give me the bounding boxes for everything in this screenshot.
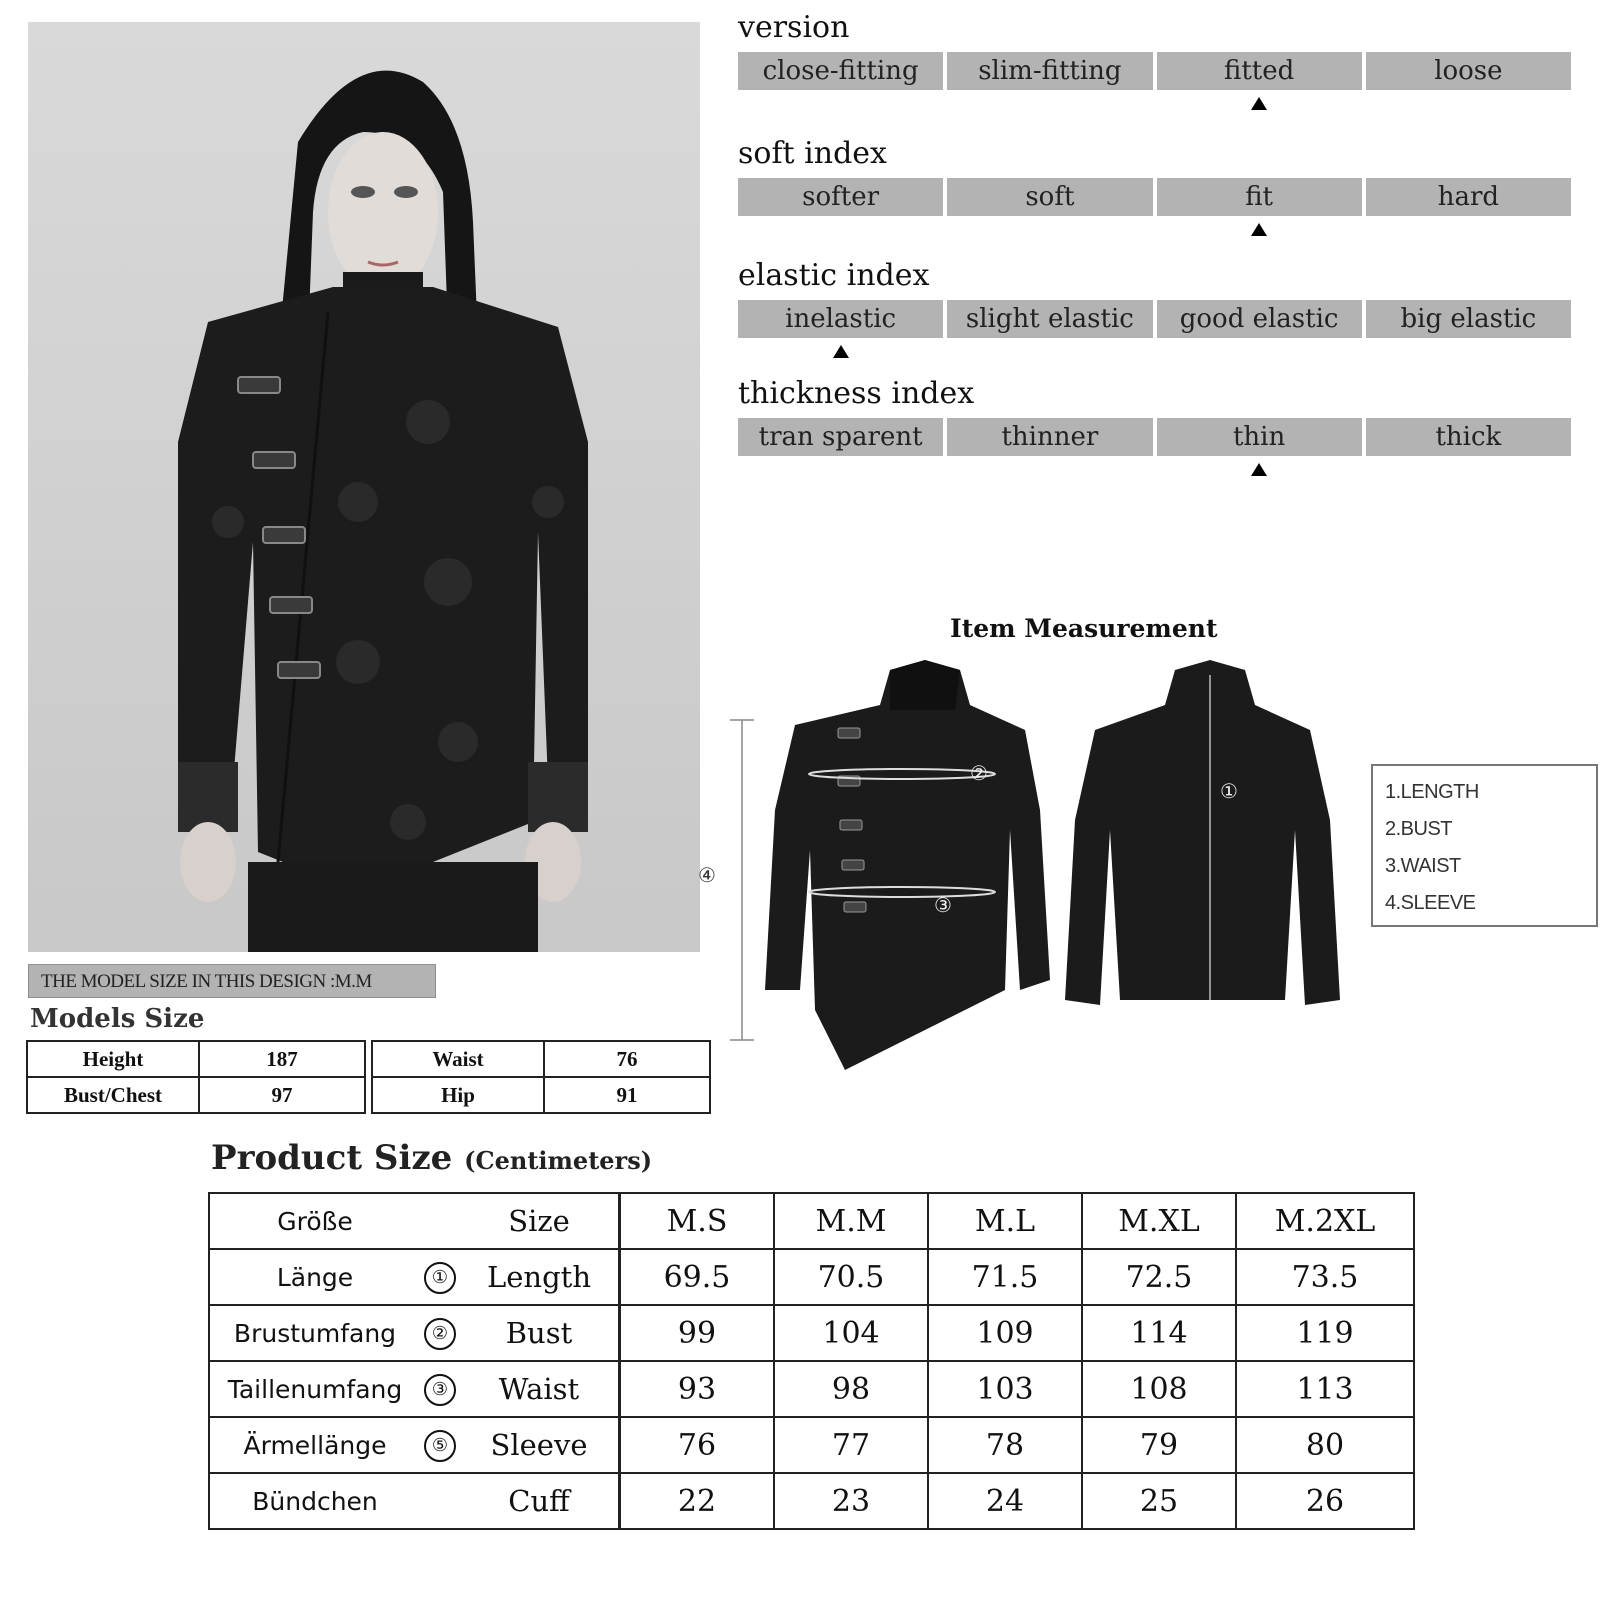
scale-option: slight elastic — [947, 300, 1152, 338]
table-cell: 70.5 — [774, 1249, 928, 1305]
table-cell: 76 — [620, 1417, 775, 1473]
table-cell: 108 — [1082, 1361, 1236, 1417]
scale-option-selected: fit — [1157, 178, 1362, 216]
table-cell: 26 — [1236, 1473, 1414, 1529]
legend-item: 3.WAIST — [1385, 855, 1461, 877]
legend-item: 2.BUST — [1385, 818, 1453, 840]
scale-option-selected: inelastic — [738, 300, 943, 338]
row-number: ③ — [420, 1361, 460, 1417]
scale-option: good elastic — [1157, 300, 1362, 338]
table-cell: 113 — [1236, 1361, 1414, 1417]
scale-option: thick — [1366, 418, 1571, 456]
row-label-en: Sleeve — [460, 1417, 620, 1473]
legend-item: 4.SLEEVE — [1385, 892, 1476, 914]
selected-marker-icon — [833, 345, 849, 358]
model-height-value: 187 — [199, 1041, 365, 1077]
row-label-en: Cuff — [460, 1473, 620, 1529]
table-header-row — [209, 1193, 1414, 1249]
header-size: M.M — [774, 1193, 928, 1249]
table-row — [209, 1305, 1414, 1361]
table-cell: 80 — [1236, 1417, 1414, 1473]
sleeve-marker: ④ — [698, 863, 716, 887]
scale-option-selected: thin — [1157, 418, 1362, 456]
table-cell: 103 — [928, 1361, 1082, 1417]
row-label-de: Ärmellänge — [209, 1417, 420, 1473]
table-cell: 23 — [774, 1473, 928, 1529]
scale-option: softer — [738, 178, 943, 216]
item-measurement-diagram — [698, 650, 1380, 1070]
elastic-index-title: elastic index — [738, 258, 930, 293]
selected-marker-icon — [1251, 97, 1267, 110]
row-label-de: Länge — [209, 1249, 420, 1305]
waist-marker: ③ — [934, 893, 952, 917]
table-row — [372, 1077, 710, 1113]
table-cell: 22 — [620, 1473, 775, 1529]
header-size: M.L — [928, 1193, 1082, 1249]
table-cell: 99 — [620, 1305, 775, 1361]
thickness-index-scale — [738, 418, 1571, 456]
scale-option: soft — [947, 178, 1152, 216]
scale-option: hard — [1366, 178, 1571, 216]
table-cell: 109 — [928, 1305, 1082, 1361]
header-en: Size — [460, 1193, 620, 1249]
version-title: version — [738, 10, 850, 45]
model-photo — [28, 22, 700, 952]
scale-option: loose — [1366, 52, 1571, 90]
product-size-unit: (Centimeters) — [464, 1146, 653, 1175]
model-bust-value: 97 — [199, 1077, 365, 1113]
models-size-title: Models Size — [30, 1004, 205, 1034]
model-hip-label: Hip — [372, 1077, 544, 1113]
row-number: ⑤ — [420, 1417, 460, 1473]
selected-marker-icon — [1251, 223, 1267, 236]
model-bust-label: Bust/Chest — [27, 1077, 199, 1113]
table-cell: 77 — [774, 1417, 928, 1473]
table-row — [209, 1361, 1414, 1417]
soft-index-title: soft index — [738, 136, 887, 171]
header-size: M.2XL — [1236, 1193, 1414, 1249]
scale-option: big elastic — [1366, 300, 1571, 338]
table-cell: 25 — [1082, 1473, 1236, 1529]
table-cell: 78 — [928, 1417, 1082, 1473]
legend-item: 1.LENGTH — [1385, 781, 1479, 803]
row-number — [420, 1473, 460, 1529]
table-row — [27, 1077, 365, 1113]
product-size-title — [211, 1138, 652, 1178]
scale-option-selected: fitted — [1157, 52, 1362, 90]
table-row — [209, 1473, 1414, 1529]
product-size-heading: Product Size — [211, 1138, 453, 1178]
item-measurement-title: Item Measurement — [950, 614, 1218, 643]
table-row — [209, 1249, 1414, 1305]
table-cell: 69.5 — [620, 1249, 775, 1305]
row-label-de: Taillenumfang — [209, 1361, 420, 1417]
table-cell: 119 — [1236, 1305, 1414, 1361]
table-row — [209, 1417, 1414, 1473]
length-marker: ① — [1220, 779, 1238, 803]
scale-option: close-fitting — [738, 52, 943, 90]
row-label-de: Bündchen — [209, 1473, 420, 1529]
model-height-label: Height — [27, 1041, 199, 1077]
header-size: M.S — [620, 1193, 775, 1249]
row-label-de: Brustumfang — [209, 1305, 420, 1361]
row-label-en: Bust — [460, 1305, 620, 1361]
thickness-index-title: thickness index — [738, 376, 975, 411]
table-cell: 72.5 — [1082, 1249, 1236, 1305]
row-label-en: Length — [460, 1249, 620, 1305]
model-waist-label: Waist — [372, 1041, 544, 1077]
table-cell: 71.5 — [928, 1249, 1082, 1305]
table-cell: 79 — [1082, 1417, 1236, 1473]
elastic-index-scale — [738, 300, 1571, 338]
header-de: Größe — [209, 1193, 420, 1249]
product-size-table — [208, 1192, 1415, 1530]
table-row — [27, 1041, 365, 1077]
table-cell: 104 — [774, 1305, 928, 1361]
row-number: ② — [420, 1305, 460, 1361]
table-cell: 24 — [928, 1473, 1082, 1529]
scale-option: slim-fitting — [947, 52, 1152, 90]
soft-index-scale — [738, 178, 1571, 216]
scale-option: thinner — [947, 418, 1152, 456]
selected-marker-icon — [1251, 463, 1267, 476]
scale-option: tran sparent — [738, 418, 943, 456]
header-size: M.XL — [1082, 1193, 1236, 1249]
row-number: ① — [420, 1249, 460, 1305]
table-row — [372, 1041, 710, 1077]
models-size-table-left — [26, 1040, 366, 1114]
row-label-en: Waist — [460, 1361, 620, 1417]
model-hip-value: 91 — [544, 1077, 710, 1113]
model-size-caption: THE MODEL SIZE IN THIS DESIGN :M.M — [28, 964, 436, 998]
model-waist-value: 76 — [544, 1041, 710, 1077]
measurement-legend — [1371, 764, 1598, 927]
table-cell: 93 — [620, 1361, 775, 1417]
bust-marker: ② — [970, 761, 988, 785]
models-size-table-right — [371, 1040, 711, 1114]
version-scale — [738, 52, 1571, 90]
table-cell: 98 — [774, 1361, 928, 1417]
table-cell: 114 — [1082, 1305, 1236, 1361]
table-cell: 73.5 — [1236, 1249, 1414, 1305]
